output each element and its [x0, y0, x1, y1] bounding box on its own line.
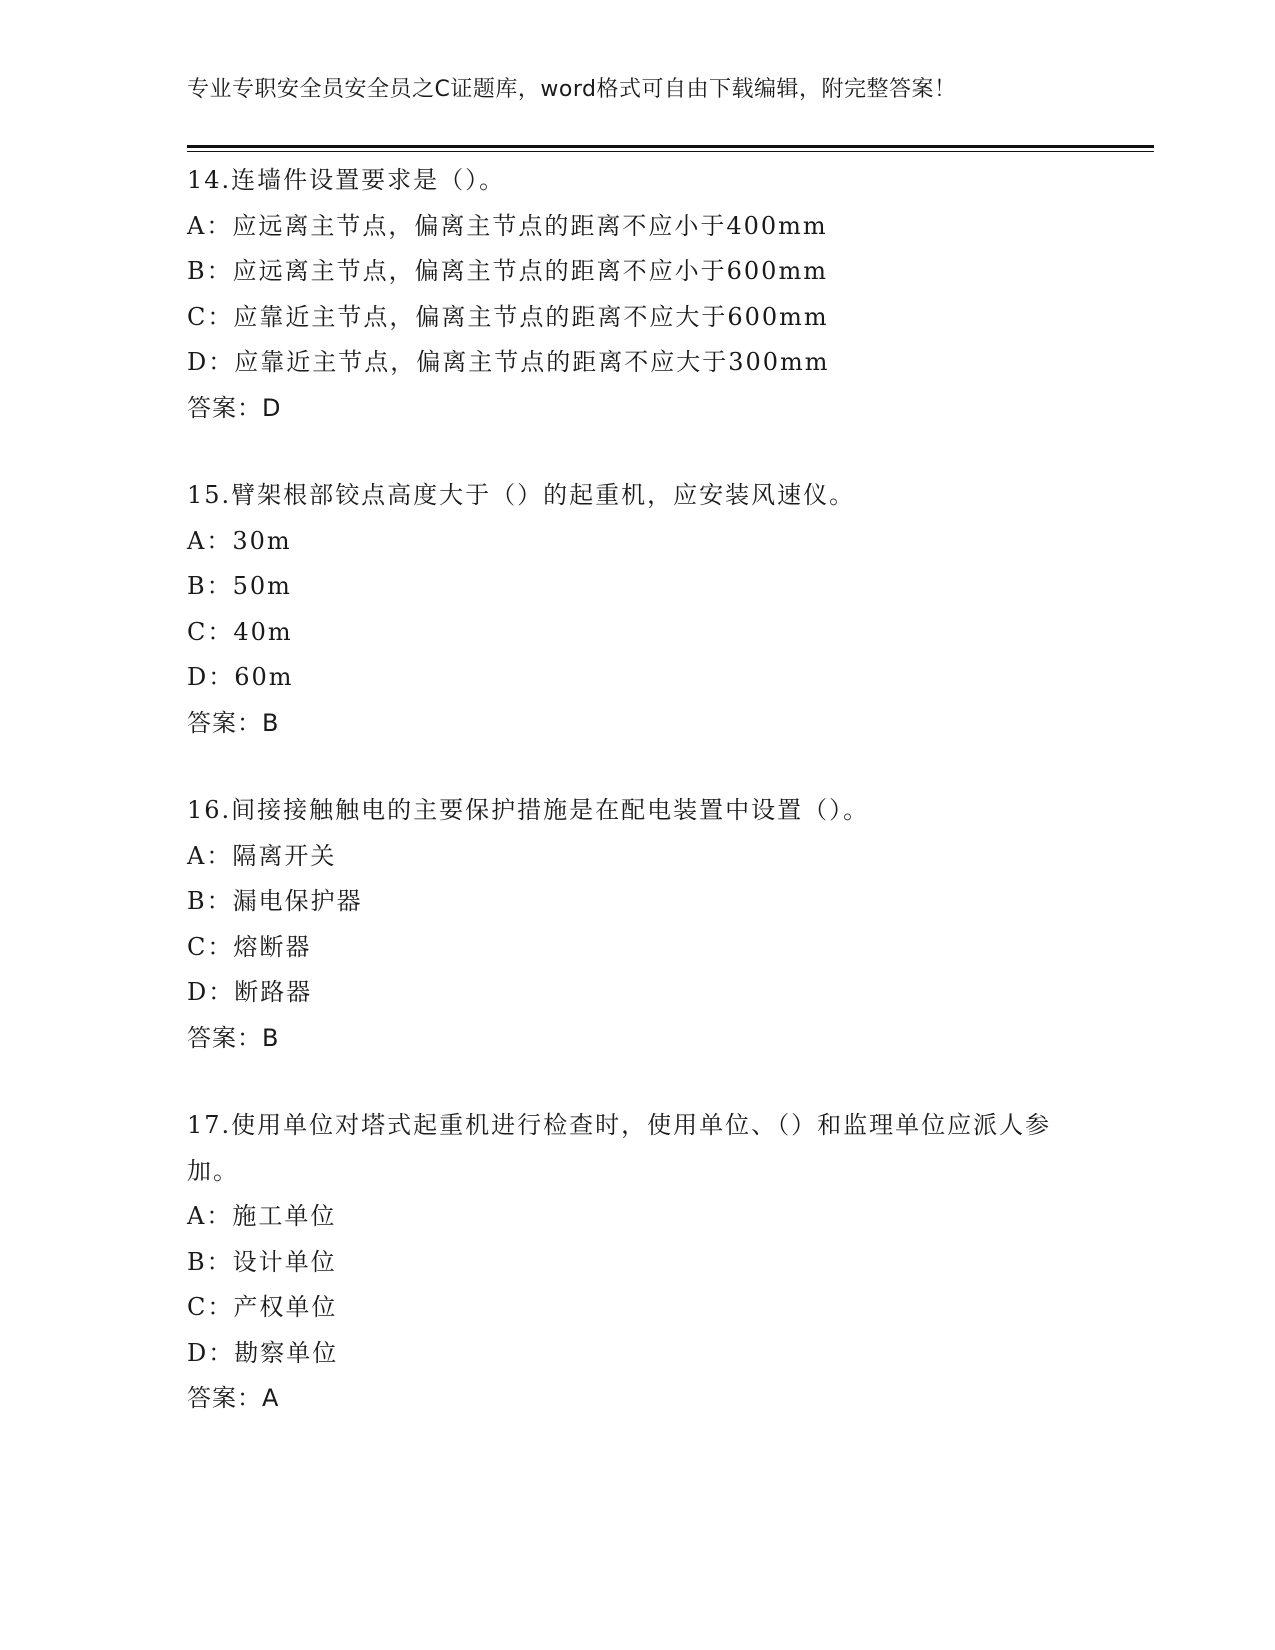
option-a: A：30m	[187, 526, 292, 555]
option-c: C：应靠近主节点，偏离主节点的距离不应大于600mm	[187, 302, 829, 331]
option-a: A：应远离主节点，偏离主节点的距离不应小于400mm	[187, 211, 828, 240]
question-text: 14.连墙件设置要求是（）。	[187, 166, 506, 194]
option-b: B：50m	[187, 572, 292, 600]
question-list	[187, 158, 1137, 1464]
option-b: B：漏电保护器	[187, 887, 363, 915]
question-16	[187, 788, 1137, 1061]
option-a: A：隔离开关	[187, 841, 337, 870]
header-rule-thick	[187, 145, 1154, 148]
option-d: D：应靠近主节点，偏离主节点的距离不应大于300mm	[187, 348, 830, 376]
answer: 答案：B	[187, 1023, 280, 1052]
option-d: D：60m	[187, 663, 294, 691]
answer: 答案：B	[187, 708, 280, 737]
option-d: D：勘察单位	[187, 1338, 339, 1367]
question-15	[187, 473, 1137, 746]
option-c: C：40m	[187, 617, 293, 646]
option-b: B：应远离主节点，偏离主节点的距离不应小于600mm	[187, 257, 828, 285]
question-17	[187, 1103, 1137, 1422]
question-14	[187, 158, 1137, 431]
option-b: B：设计单位	[187, 1247, 337, 1276]
option-c: C：熔断器	[187, 932, 312, 961]
question-text: 15.臂架根部铰点高度大于（）的起重机，应安装风速仪。	[187, 481, 856, 509]
answer: 答案：A	[187, 1384, 280, 1412]
option-d: D：断路器	[187, 978, 313, 1006]
option-c: C：产权单位	[187, 1293, 338, 1321]
question-text: 16.间接接触触电的主要保护措施是在配电装置中设置（）。	[187, 796, 870, 824]
option-a: A：施工单位	[187, 1202, 337, 1230]
page-header: 专业专职安全员安全员之C证题库，word格式可自由下载编辑，附完整答案！	[187, 77, 957, 102]
question-text: 17.使用单位对塔式起重机进行检查时，使用单位、（）和监理单位应派人参加。	[187, 1111, 1052, 1185]
answer: 答案：D	[187, 393, 282, 422]
header-rule-thin	[187, 151, 1154, 152]
